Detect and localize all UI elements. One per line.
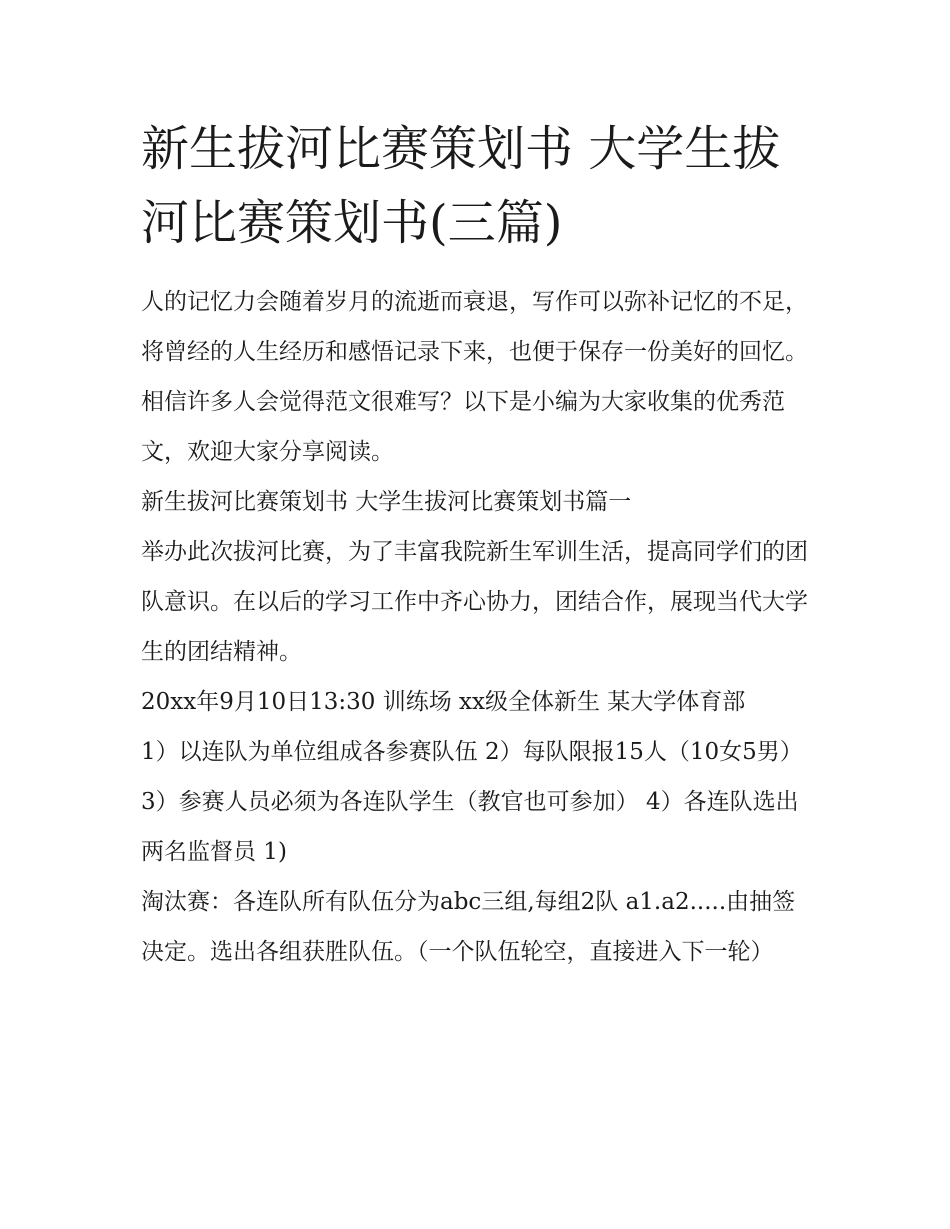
paragraph-time-place: 20xx年9月10日13:30 训练场 xx级全体新生 某大学体育部 xyxy=(141,689,746,715)
document-content xyxy=(141,112,816,977)
paragraph-team-rules: 1）以连队为单位组成各参赛队伍 2）每队限报15人（10女5男） xyxy=(141,739,803,765)
paragraph-intro: 人的记忆力会随着岁月的流逝而衰退，写作可以弥补记忆的不足，将曾经的人生经历和感悟记录下来，也便于保存一份美好的回忆。相信许多人会觉得范文很难写？以下是小编为大家收集的优秀范文，欢迎大家分享阅读。 xyxy=(141,289,808,465)
paragraph-elimination: 淘汰赛：各连队所有队伍分为abc三组,每组2队 a1.a2.....由抽签决定。选出各组获胜队伍。（一个队伍轮空，直接进入下一轮） xyxy=(141,889,796,965)
section-heading: 新生拔河比赛策划书 大学生拔河比赛策划书篇一 xyxy=(141,489,632,515)
paragraph-purpose: 举办此次拔河比赛，为了丰富我院新生军训生活，提高同学们的团队意识。在以后的学习工作中齐心协力，团结合作，展现当代大学生的团结精神。 xyxy=(141,539,808,665)
paragraph-participant-rules: 3）参赛人员必须为各连队学生（教官也可参加） 4）各连队选出两名监督员 1) xyxy=(141,789,799,865)
document-title: 新生拔河比赛策划书 大学生拔河比赛策划书(三篇) xyxy=(141,121,781,251)
document-body xyxy=(141,277,816,977)
